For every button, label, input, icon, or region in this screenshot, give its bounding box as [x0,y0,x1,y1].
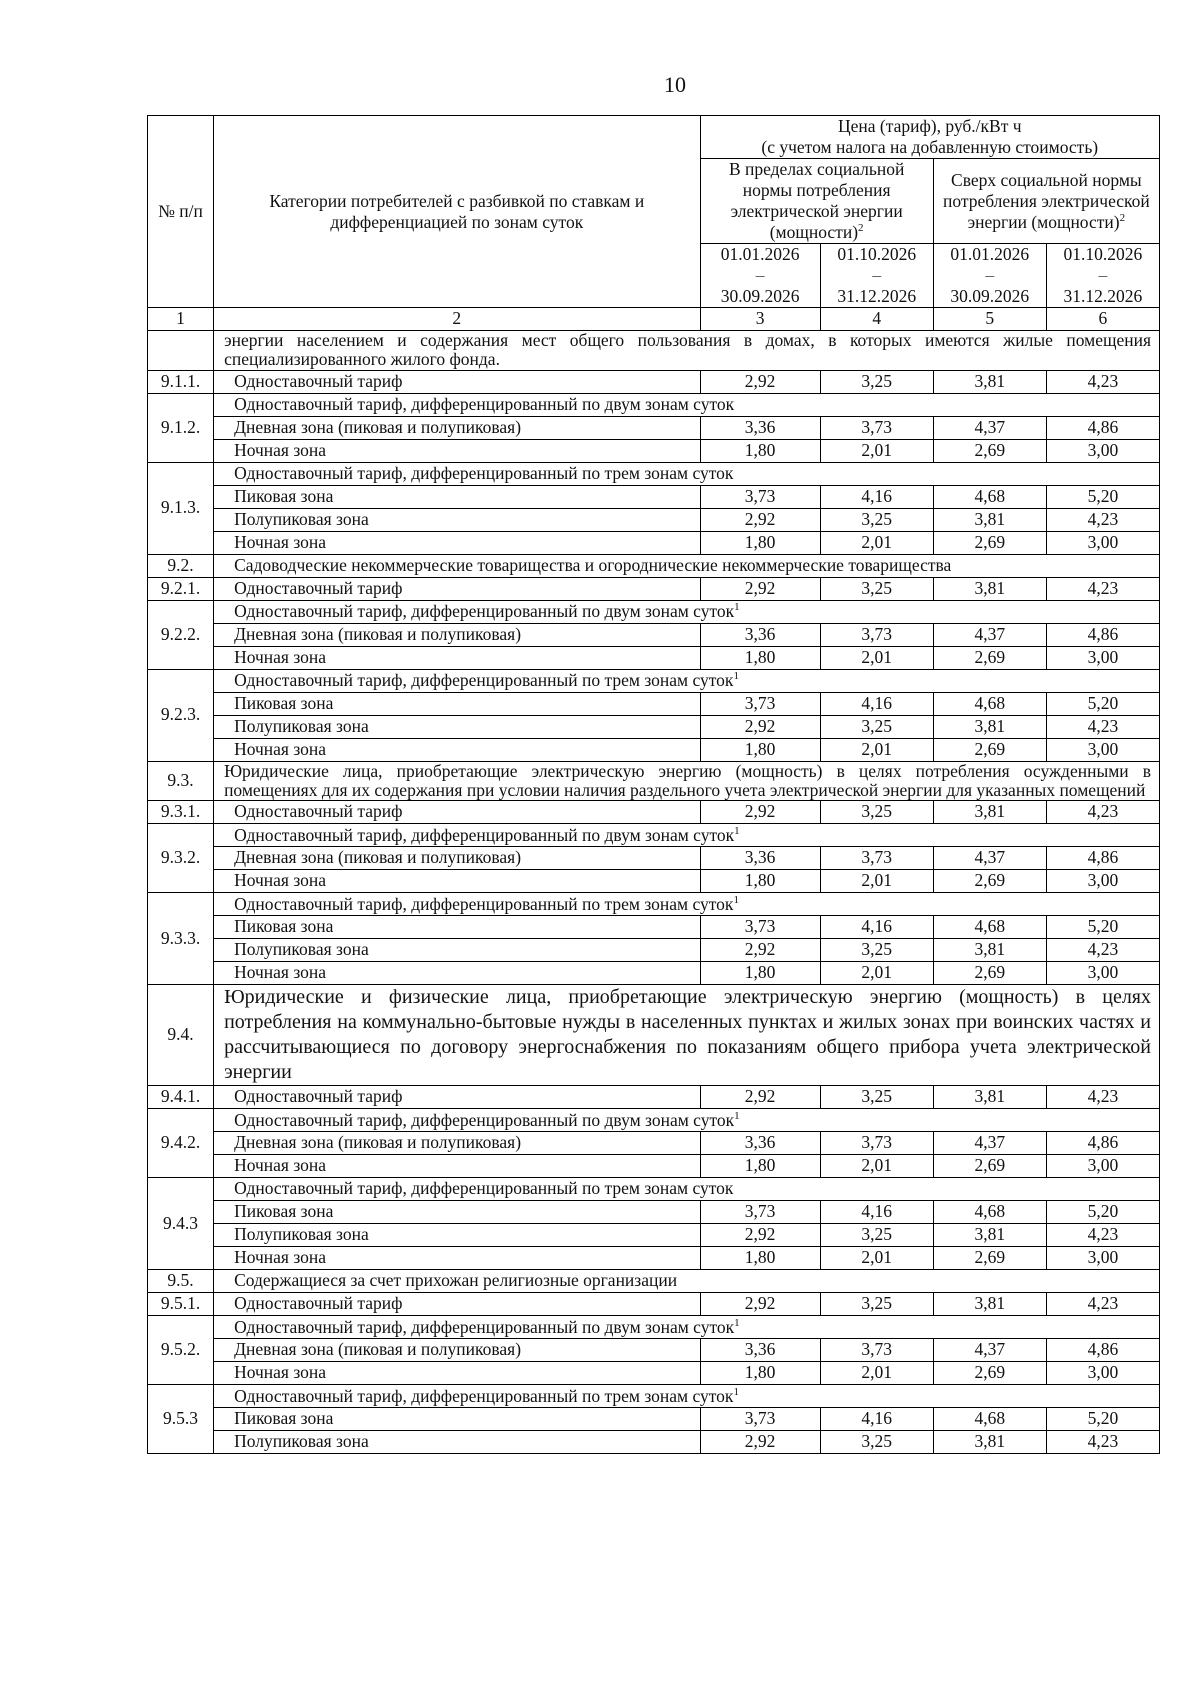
value-cell: 3,00 [1046,870,1159,893]
value-cell: 5,20 [1046,1408,1159,1431]
value-cell: 3,25 [820,715,933,738]
table-row [148,600,1160,623]
value-cell: 4,23 [1046,801,1159,824]
value-cell: 3,00 [1046,1362,1159,1385]
value-cell: 3,73 [700,692,820,715]
value-cell: 5,20 [1046,916,1159,939]
table-row [148,508,1160,531]
table-row [148,715,1160,738]
value-cell: 3,25 [820,801,933,824]
value-cell: 3,81 [933,1431,1046,1454]
table-row [148,824,1160,847]
period-end: 30.09.2026 [950,286,1030,306]
subgroup-label [214,669,1160,692]
row-label: Пиковая зона [214,692,700,715]
value-cell: 4,86 [1046,416,1159,439]
value-cell: 4,37 [933,416,1046,439]
value-cell: 2,69 [933,738,1046,761]
row-label: Дневная зона (пиковая и полупиковая) [214,847,700,870]
value-cell: 3,36 [700,1132,820,1155]
value-cell: 3,36 [700,623,820,646]
header-period-2-within [820,244,933,308]
value-cell: 4,16 [820,1408,933,1431]
period-dash: – [1098,265,1108,285]
value-cell: 2,92 [700,1224,820,1247]
value-cell: 3,36 [700,416,820,439]
subgroup-label [214,1316,1160,1339]
group-text: Юридические лица, приобретающие электрическую энергию (мощность) в целях потребления осужденными в помещениях для их содержания при условии наличия раздельного учета электрической энергии для указанных помещений [214,761,1160,801]
value-cell: 1,80 [700,1247,820,1270]
value-cell: 3,73 [820,1339,933,1362]
value-cell: 4,37 [933,847,1046,870]
table-row [148,531,1160,554]
table-row [148,1178,1160,1201]
value-cell: 2,01 [820,531,933,554]
value-cell: 4,68 [933,916,1046,939]
subgroup-label-text: Одноставочный тариф, дифференцированный по двум зонам суток [234,601,735,622]
value-cell: 4,86 [1046,847,1159,870]
value-cell: 1,80 [700,870,820,893]
period-end: 31.12.2026 [837,286,917,306]
value-cell: 2,92 [700,801,820,824]
value-cell: 1,80 [700,531,820,554]
subgroup-label [214,600,1160,623]
value-cell: 2,92 [700,577,820,600]
table-row [148,393,1160,416]
index-cell: 4 [820,308,933,331]
table-row [148,577,1160,600]
row-label: Ночная зона [214,738,700,761]
index-cell: 2 [214,308,700,331]
value-cell: 3,73 [700,1201,820,1224]
table-row [148,916,1160,939]
group-text: Юридические и физические лица, приобретающие электрическую энергию (мощность) в целях потребления на коммунально-бытовые нужды в населенных пунктах и жилых зонах при воинских частях и рассчитывающиеся по договору энергоснабжения по показаниям общего прибора учета электрической энергии [214,985,1160,1086]
row-label: Дневная зона (пиковая и полупиковая) [214,623,700,646]
table-row [148,1316,1160,1339]
value-cell: 4,23 [1046,1224,1159,1247]
row-label: Одноставочный тариф [214,1086,700,1109]
tariff-table [147,115,1160,1454]
header-price [700,116,1159,159]
table-row [148,801,1160,824]
row-label: Полупиковая зона [214,715,700,738]
value-cell: 1,80 [700,439,820,462]
period-end: 30.09.2026 [720,286,800,306]
row-label: Пиковая зона [214,1201,700,1224]
row-num: 9.3.1. [148,801,214,824]
table-row [148,893,1160,916]
value-cell: 3,81 [933,939,1046,962]
group-text: Содержащиеся за счет прихожан религиозные организации [214,1270,1160,1293]
value-cell: 3,73 [820,847,933,870]
row-num: 9.3.3. [148,893,214,985]
value-cell: 3,81 [933,1293,1046,1316]
value-cell: 2,92 [700,508,820,531]
table-row [148,1362,1160,1385]
subgroup-label-text: Одноставочный тариф, дифференцированный по двум зонам суток [234,1316,735,1337]
subgroup-label-text: Одноставочный тариф, дифференцированный по двум зонам суток [234,1109,735,1130]
value-cell: 5,20 [1046,692,1159,715]
row-label: Ночная зона [214,531,700,554]
value-cell: 3,81 [933,577,1046,600]
value-cell: 2,01 [820,738,933,761]
row-num: 9.1.1. [148,370,214,393]
footnote-2: 2 [858,222,864,235]
value-cell: 2,01 [820,870,933,893]
value-cell: 3,25 [820,1224,933,1247]
row-label: Дневная зона (пиковая и полупиковая) [214,416,700,439]
row-num: 9.5.1. [148,1293,214,1316]
value-cell: 4,37 [933,1339,1046,1362]
row-num: 9.2. [148,554,214,577]
value-cell: 4,86 [1046,1339,1159,1362]
period-dash: – [872,265,882,285]
table-row [148,738,1160,761]
value-cell: 5,20 [1046,485,1159,508]
index-cell: 1 [148,308,214,331]
value-cell: 3,00 [1046,646,1159,669]
row-num: 9.2.1. [148,577,214,600]
value-cell: 4,23 [1046,508,1159,531]
value-cell: 2,92 [700,1086,820,1109]
table-row [148,623,1160,646]
group-row [148,761,1160,801]
header-price-line2: (с учетом налога на добавленную стоимость) [761,137,1099,157]
row-label: Ночная зона [214,962,700,985]
group-text: Садоводческие некоммерческие товарищества и огороднические некоммерческие товарищества [214,554,1160,577]
value-cell: 3,81 [933,1224,1046,1247]
num-cell-empty [148,331,214,371]
table-row [148,1155,1160,1178]
value-cell: 2,69 [933,1247,1046,1270]
value-cell: 3,25 [820,1293,933,1316]
subgroup-label-text: Одноставочный тариф, дифференцированный по трем зонам суток [234,893,734,914]
value-cell: 2,69 [933,646,1046,669]
header-within-norm-text: В пределах социальной нормы потребления электрической энергии (мощности) [728,159,905,242]
row-num: 9.4. [148,985,214,1086]
row-num: 9.5. [148,1270,214,1293]
row-label: Одноставочный тариф [214,801,700,824]
value-cell: 4,37 [933,1132,1046,1155]
table-row [148,1086,1160,1109]
row-num: 9.4.1. [148,1086,214,1109]
period-start: 01.10.2026 [837,244,917,264]
value-cell: 2,01 [820,1155,933,1178]
value-cell: 4,68 [933,692,1046,715]
value-cell: 2,01 [820,646,933,669]
footnote-1: 1 [734,601,740,614]
value-cell: 3,81 [933,715,1046,738]
row-num: 9.1.2. [148,393,214,462]
value-cell: 1,80 [700,1155,820,1178]
value-cell: 3,00 [1046,738,1159,761]
row-num: 9.3. [148,761,214,801]
subgroup-label [214,1385,1160,1408]
value-cell: 3,73 [700,1408,820,1431]
value-cell: 2,69 [933,1155,1046,1178]
value-cell: 4,16 [820,1201,933,1224]
table-row [148,1339,1160,1362]
row-label: Ночная зона [214,439,700,462]
table-row [148,669,1160,692]
footnote-1: 1 [733,893,739,906]
row-label: Ночная зона [214,646,700,669]
footnote-2: 2 [1119,211,1126,224]
table-row [148,1247,1160,1270]
value-cell: 2,69 [933,870,1046,893]
table-row [148,1109,1160,1132]
row-label: Одноставочный тариф [214,1293,700,1316]
table-row [148,416,1160,439]
value-cell: 2,92 [700,939,820,962]
row-label: Ночная зона [214,1155,700,1178]
period-start: 01.10.2026 [1063,244,1143,264]
row-label: Полупиковая зона [214,508,700,531]
table-row [148,439,1160,462]
value-cell: 2,92 [700,1293,820,1316]
value-cell: 3,73 [820,1132,933,1155]
value-cell: 3,00 [1046,439,1159,462]
value-cell: 4,16 [820,692,933,715]
value-cell: 4,37 [933,623,1046,646]
header-within-norm [700,159,933,244]
header-price-line1: Цена (тариф), руб./кВт ч [837,116,1022,136]
subgroup-label-text: Одноставочный тариф, дифференцированный по трем зонам суток [234,1385,734,1406]
table-row [148,1431,1160,1454]
value-cell: 3,25 [820,939,933,962]
header-above-norm-text: Сверх социальной нормы потребления электрической энергии (мощности) [942,169,1150,232]
row-num: 9.1.3. [148,462,214,554]
row-label: Пиковая зона [214,1408,700,1431]
row-label: Дневная зона (пиковая и полупиковая) [214,1339,700,1362]
value-cell: 2,69 [933,531,1046,554]
subgroup-label: Одноставочный тариф, дифференцированный по трем зонам суток [214,1178,1160,1201]
value-cell: 2,92 [700,715,820,738]
table-row [148,939,1160,962]
value-cell: 4,23 [1046,1293,1159,1316]
period-dash: – [755,265,765,285]
row-num: 9.2.3. [148,669,214,761]
row-label: Ночная зона [214,1247,700,1270]
group-row [148,1270,1160,1293]
value-cell: 4,23 [1046,1431,1159,1454]
table-row [148,1224,1160,1247]
period-end: 31.12.2026 [1063,286,1143,306]
row-label: Ночная зона [214,1362,700,1385]
value-cell: 2,01 [820,1362,933,1385]
value-cell: 5,20 [1046,1201,1159,1224]
value-cell: 4,23 [1046,577,1159,600]
value-cell: 2,01 [820,439,933,462]
footnote-1: 1 [734,824,740,837]
group-row [148,554,1160,577]
value-cell: 3,73 [820,623,933,646]
subgroup-label-text: Одноставочный тариф, дифференцированный по двум зонам суток [234,824,735,845]
value-cell: 2,69 [933,962,1046,985]
table-row [148,1132,1160,1155]
value-cell: 3,73 [700,916,820,939]
value-cell: 4,86 [1046,623,1159,646]
value-cell: 3,00 [1046,531,1159,554]
footnote-1: 1 [733,670,739,683]
value-cell: 3,73 [820,416,933,439]
value-cell: 3,00 [1046,1247,1159,1270]
index-cell: 5 [933,308,1046,331]
header-period-2-above [1046,244,1159,308]
header-period-1-above [933,244,1046,308]
value-cell: 4,16 [820,916,933,939]
table-row [148,692,1160,715]
period-dash: – [985,265,995,285]
row-label: Пиковая зона [214,916,700,939]
value-cell: 2,92 [700,1431,820,1454]
row-label: Дневная зона (пиковая и полупиковая) [214,1132,700,1155]
row-num: 9.5.3 [148,1385,214,1454]
header-num: № п/п [148,116,214,308]
value-cell: 2,69 [933,1362,1046,1385]
value-cell: 2,01 [820,962,933,985]
value-cell: 3,73 [700,485,820,508]
value-cell: 3,81 [933,508,1046,531]
period-start: 01.01.2026 [720,244,800,264]
table-row [148,462,1160,485]
index-row [148,308,1160,331]
table-row [148,962,1160,985]
value-cell: 3,25 [820,577,933,600]
row-label: Полупиковая зона [214,1431,700,1454]
value-cell: 4,68 [933,1408,1046,1431]
value-cell: 4,23 [1046,939,1159,962]
row-num: 9.5.2. [148,1316,214,1385]
value-cell: 3,81 [933,1086,1046,1109]
row-label: Полупиковая зона [214,1224,700,1247]
value-cell: 1,80 [700,646,820,669]
row-label: Пиковая зона [214,485,700,508]
table-row [148,1408,1160,1431]
index-cell: 3 [700,308,820,331]
row-label: Одноставочный тариф [214,370,700,393]
value-cell: 2,01 [820,1247,933,1270]
subgroup-label: Одноставочный тариф, дифференцированный по трем зонам суток [214,462,1160,485]
value-cell: 4,23 [1046,370,1159,393]
table-row [148,646,1160,669]
row-label: Полупиковая зона [214,939,700,962]
value-cell: 3,00 [1046,1155,1159,1178]
value-cell: 3,25 [820,1431,933,1454]
group-text: энергии населением и содержания мест общего пользования в домах, в которых имеются жилые помещения специализированного жилого фонда. [214,331,1160,371]
value-cell: 3,25 [820,370,933,393]
subgroup-label-text: Одноставочный тариф, дифференцированный по трем зонам суток [234,670,734,691]
group-row [148,985,1160,1086]
value-cell: 3,25 [820,1086,933,1109]
value-cell: 3,25 [820,508,933,531]
subgroup-label: Одноставочный тариф, дифференцированный по двум зонам суток [214,393,1160,416]
value-cell: 4,23 [1046,715,1159,738]
footnote-1: 1 [733,1385,739,1398]
row-num: 9.4.2. [148,1109,214,1178]
value-cell: 3,36 [700,847,820,870]
value-cell: 2,69 [933,439,1046,462]
row-num: 9.4.3 [148,1178,214,1270]
row-label: Одноставочный тариф [214,577,700,600]
value-cell: 1,80 [700,1362,820,1385]
value-cell: 1,80 [700,962,820,985]
table-row [148,870,1160,893]
period-start: 01.01.2026 [950,244,1030,264]
value-cell: 3,36 [700,1339,820,1362]
header-above-norm [933,159,1159,244]
subgroup-label [214,1109,1160,1132]
subgroup-label [214,893,1160,916]
subgroup-label [214,824,1160,847]
value-cell: 4,23 [1046,1086,1159,1109]
value-cell: 3,81 [933,801,1046,824]
value-cell: 4,16 [820,485,933,508]
header-period-1-within [700,244,820,308]
value-cell: 4,68 [933,1201,1046,1224]
row-label: Ночная зона [214,870,700,893]
table-row [148,1293,1160,1316]
value-cell: 2,92 [700,370,820,393]
table-row [148,1201,1160,1224]
value-cell: 4,86 [1046,1132,1159,1155]
footnote-1: 1 [734,1109,740,1122]
value-cell: 3,81 [933,370,1046,393]
footnote-1: 1 [734,1316,740,1329]
value-cell: 1,80 [700,738,820,761]
value-cell: 3,00 [1046,962,1159,985]
table-row [148,485,1160,508]
table-row [148,847,1160,870]
table-row [148,1385,1160,1408]
row-num: 9.2.2. [148,600,214,669]
header-categories: Категории потребителей с разбивкой по ставкам и дифференциацией по зонам суток [214,116,700,308]
index-cell: 6 [1046,308,1159,331]
page-number: 10 [664,72,686,97]
value-cell: 4,68 [933,485,1046,508]
row-num: 9.3.2. [148,824,214,893]
table-row [148,370,1160,393]
